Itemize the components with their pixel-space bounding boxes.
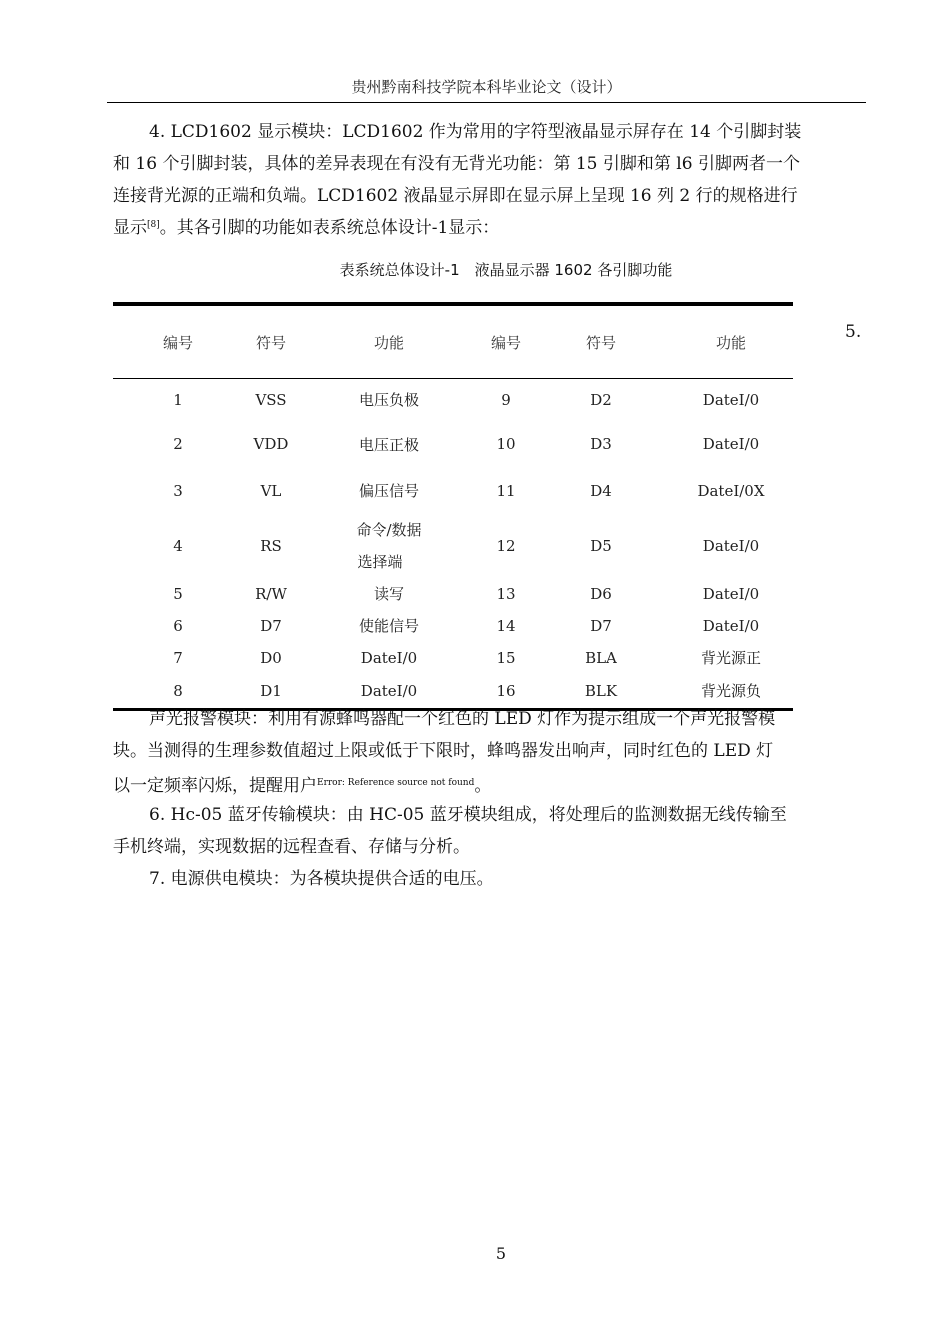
table-cell: DateI/0 (702, 616, 760, 635)
table-cell: D3 (590, 435, 612, 453)
table-cell: D1 (260, 681, 282, 700)
table-cell: 背光源负 (700, 682, 761, 701)
table-cell: BLA (585, 648, 617, 667)
table-cell: 1 (173, 390, 183, 409)
table-cell: D6 (590, 584, 612, 603)
paragraph-line: 6. Hc-05 蓝牙传输模块：由 HC-05 蓝牙模块组成，将处理后的监测数据无线传输至 (149, 805, 787, 825)
table-cell: 读写 (373, 585, 404, 603)
table-cell: 12 (496, 536, 516, 555)
table-cell: DateI/0 (360, 681, 418, 700)
header-function: 功能 (669, 304, 793, 379)
page-number: 5 (495, 1244, 507, 1263)
page-header: 贵州黔南科技学院本科毕业论文（设计） (351, 78, 622, 96)
table-cell: VL (260, 481, 282, 500)
table-row (113, 610, 793, 642)
paragraph-line: 4. LCD1602 显示模块：LCD1602 作为常用的字符型液晶显示屏存在 14 个引脚封装 (149, 122, 802, 142)
header-symbol: 符号 (243, 304, 299, 379)
table-cell: 5 (173, 584, 183, 603)
table-cell: 9 (501, 390, 511, 409)
table-cell: 14 (496, 616, 516, 635)
paragraph-line: 块。当测得的生理参数值超过上限或低于下限时，蜂鸣器发出响声，同时红色的 LED 灯 (113, 741, 774, 761)
table-cell: DateI/0 (702, 390, 760, 409)
cell-line: 命令/数据 (356, 520, 422, 539)
table-cell: DateI/0 (702, 435, 760, 453)
table-cell: 3 (173, 481, 183, 500)
paragraph-line: 连接背光源的正端和负端。LCD1602 液晶显示屏即在显示屏上呈现 16 列 2 行的规格进行 (113, 186, 798, 206)
table-cell: 2 (173, 435, 183, 453)
table-row (113, 379, 793, 421)
table-cell: 15 (496, 648, 516, 667)
table-cell: DateI/0 (702, 536, 760, 555)
table-cell: 13 (496, 584, 516, 603)
margin-note: 5. (845, 322, 862, 342)
paragraph-line: 7. 电源供电模块：为各模块提供合适的电压。 (149, 869, 494, 889)
table-cell: DateI/0 (702, 584, 760, 603)
paragraph-bluetooth (113, 799, 863, 863)
table-cell: R/W (255, 584, 287, 603)
cell-line: 选择端 (357, 552, 403, 571)
table-cell: 使能信号 (358, 617, 419, 635)
paragraph-line: 和 16 个引脚封装，具体的差异表现在有没有无背光功能：第 15 引脚和第 l6 引脚两者一个 (113, 154, 800, 174)
paragraph-text: 。其各引脚的功能如表系统总体设计-1显示： (159, 218, 500, 238)
header-symbol: 符号 (533, 304, 669, 379)
table-cell: VDD (253, 435, 289, 453)
paragraph-alarm (113, 703, 863, 802)
table-cell: 4 (173, 536, 183, 555)
table-cell: 7 (173, 648, 183, 667)
reference-error[interactable]: Error: Reference source not found (317, 778, 475, 788)
table-cell: D4 (590, 481, 612, 500)
header-rule (107, 102, 866, 103)
header-number: 编号 (479, 304, 533, 379)
paragraph-text: 显示 (113, 218, 147, 238)
table-cell: 8 (173, 681, 183, 700)
table-row (113, 578, 793, 610)
citation-ref[interactable]: [8] (147, 220, 160, 230)
table-row (113, 514, 793, 578)
table-cell: D0 (260, 648, 282, 667)
table-cell: DateI/0 (360, 648, 418, 667)
table-cell: 16 (496, 681, 516, 700)
table-cell: 偏压信号 (358, 482, 419, 500)
table-cell: 10 (496, 435, 516, 453)
table-caption: 表系统总体设计-1 液晶显示器 1602 各引脚功能 (339, 261, 673, 279)
table-cell: 6 (173, 616, 183, 635)
paragraph-text: 。 (474, 776, 492, 796)
table-cell: D7 (590, 616, 612, 635)
paragraph-line: 手机终端，实现数据的远程查看、存储与分析。 (113, 837, 470, 857)
table-cell: D2 (590, 390, 612, 409)
paragraph-line: 声光报警模块：利用有源蜂鸣器配一个红色的 LED 灯作为提示组成一个声光报警模 (149, 709, 776, 729)
table-header-row (113, 304, 793, 379)
table-row (113, 642, 793, 674)
table-cell: BLK (584, 681, 618, 700)
paragraph-line (113, 767, 863, 802)
pin-function-table (113, 302, 793, 711)
header-function: 功能 (299, 304, 479, 379)
table-cell: 电压正极 (358, 435, 419, 454)
table-cell: 电压负极 (358, 391, 419, 410)
table-cell: D5 (590, 536, 612, 555)
header-number: 编号 (113, 304, 243, 379)
paragraph-text: 以一定频率闪烁，提醒用户 (113, 776, 317, 796)
table-cell: VSS (255, 390, 287, 409)
table-cell: DateI/0X (697, 481, 765, 500)
table-cell: D7 (260, 616, 282, 635)
table-row (113, 421, 793, 468)
table-cell: 背光源正 (700, 649, 761, 667)
table-cell: 11 (496, 481, 516, 500)
table-cell: RS (260, 536, 282, 555)
table-cell-multiline (299, 514, 479, 578)
paragraph-power (113, 863, 863, 895)
table-row (113, 468, 793, 514)
paragraph-lcd1602 (113, 116, 863, 244)
paragraph-line (113, 212, 863, 244)
